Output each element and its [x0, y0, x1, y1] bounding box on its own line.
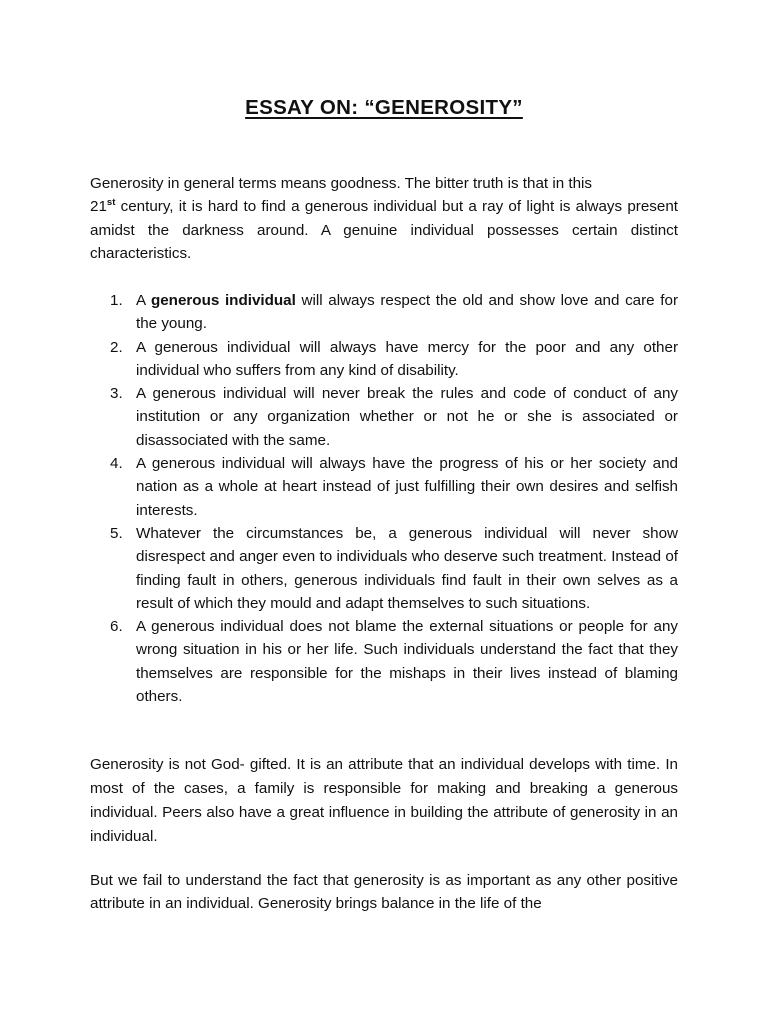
- list-item-number: 6.: [110, 618, 123, 636]
- list-item-text: A generous individual will always have mercy for the poor and any other individual who suffers from any kind of disability.: [136, 338, 678, 379]
- list-item-text: Whatever the circumstances be, a generous individual will never show disrespect and anger even to individuals who deserve such treatment. Instead of finding fault in others, generous individuals find fault in their own selves as a result of which they mould and adapt themselves to such situations.: [136, 524, 678, 612]
- characteristics-list: [90, 289, 678, 708]
- intro-ordinal-number: 21: [90, 198, 107, 216]
- list-item-number: 4.: [110, 455, 123, 473]
- list-item-bold-text: generous individual: [150, 292, 296, 309]
- list-item: [90, 382, 678, 452]
- list-item-text: A generous individual will never break the rules and code of conduct of any institution or any organization whether or not he or she is associated or disassociated with the same.: [136, 385, 678, 449]
- list-item-number: 3.: [110, 385, 123, 403]
- intro-text-part2: century, it is hard to find a generous individual but a ray of light is always present amidst the darkness around. A genuine individual possesses certain distinct characteristics.: [90, 198, 678, 262]
- list-item: [90, 522, 678, 615]
- intro-ordinal-suffix: st: [106, 197, 116, 209]
- list-item-number: 2.: [110, 338, 123, 356]
- intro-paragraph: [90, 172, 678, 265]
- body-paragraph-3: But we fail to understand the fact that generosity is as important as any other positive attribute in an individual. Generosity brings balance in the life of the: [90, 872, 678, 913]
- list-item-number: 1.: [110, 292, 123, 309]
- list-item-text: A generous individual will always have the progress of his or her society and nation as a whole at heart instead of just fulfilling their own desires and selfish interests.: [136, 455, 678, 519]
- intro-text-part1: Generosity in general terms means goodness. The bitter truth is that in this: [90, 175, 593, 192]
- essay-title: ESSAY ON: “GENEROSITY”: [245, 96, 523, 119]
- list-item: [90, 615, 678, 708]
- list-item: [90, 336, 678, 383]
- list-item-text: will always respect the old and show love and care for the young.: [136, 292, 678, 333]
- list-item: [90, 289, 678, 336]
- list-item-prefix: A: [136, 292, 151, 309]
- list-item-number: 5.: [110, 524, 123, 542]
- body-paragraph-2: Generosity is not God- gifted. It is an attribute that an individual develops with time. In most of the cases, a family is responsible for making and breaking a generous individual. Peers also have a great influence in building the attribute of generosity in an individual.: [90, 756, 678, 845]
- list-item: [90, 452, 678, 522]
- list-item-text: A generous individual does not blame the external situations or people for any wrong situation in his or her life. Such individuals understand the fact that they themselves are responsible for the mishaps in their lives instead of blaming others.: [136, 618, 678, 706]
